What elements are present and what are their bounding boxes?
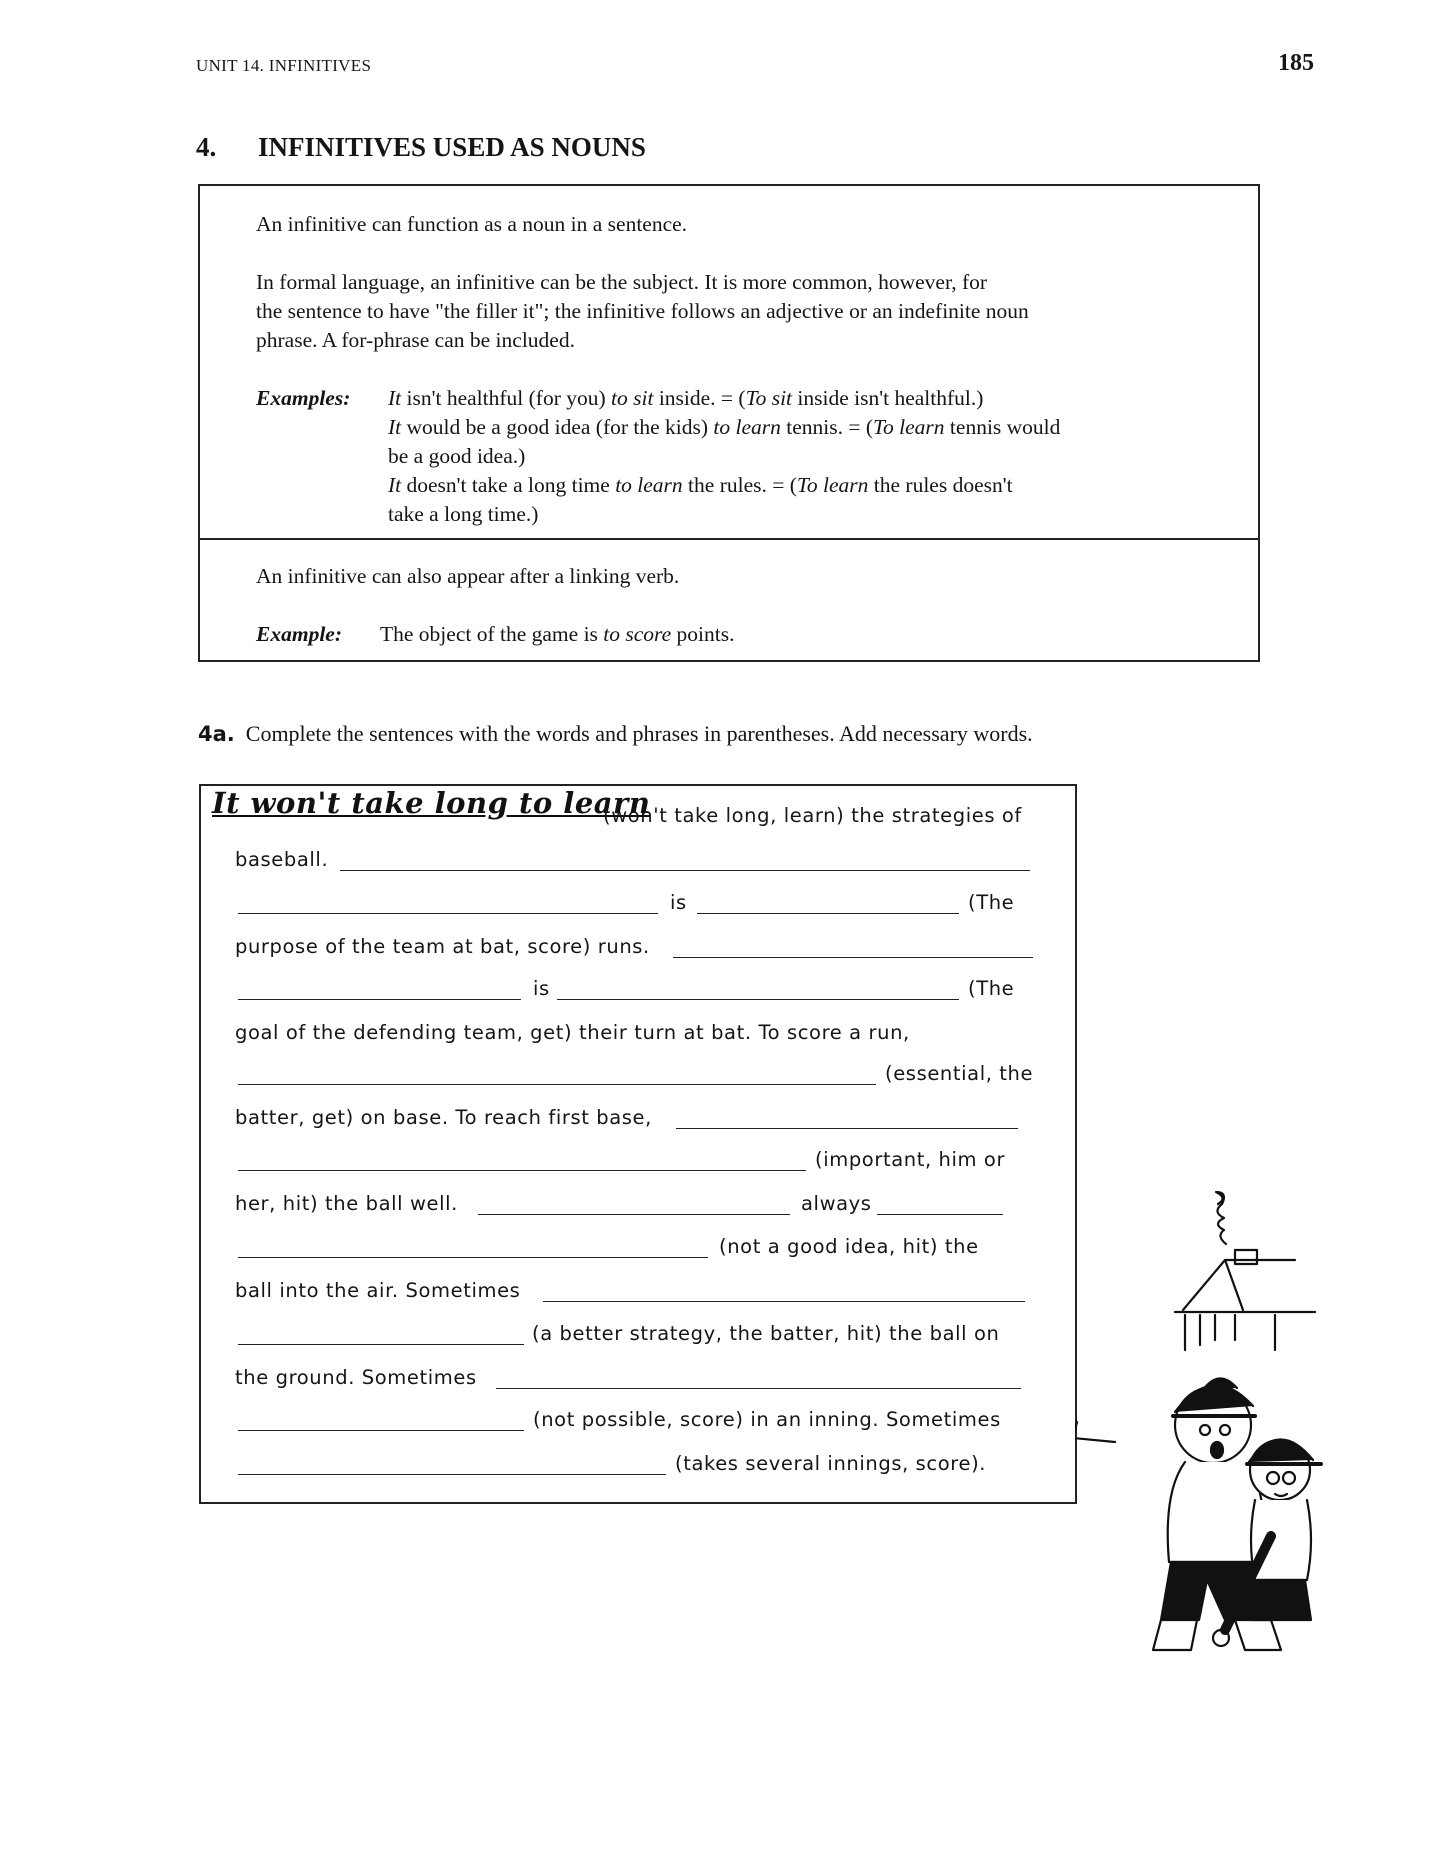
exercise-instruction [198,721,1033,747]
rule-paragraph-line: In formal language, an infinitive can be the subject. It is more common, however, for [256,270,988,294]
answer-blank[interactable] [238,1474,666,1475]
exercise-number: 4a. [198,722,235,746]
exercise-text: ball into the air. Sometimes [235,1279,521,1302]
exercise-text: (not possible, score) in an inning. Sometimes [533,1408,1001,1431]
exercise-text: her, hit) the ball well. [235,1192,458,1215]
speech-bubble-tail [1075,1422,1115,1442]
running-head: UNIT 14. INFINITIVES [196,56,372,75]
exercise-text: (important, him or [815,1148,1006,1171]
exercise-text: (a better strategy, the batter, hit) the ball on [532,1322,1000,1345]
section-title [196,132,646,163]
rule-intro: An infinitive can function as a noun in a sentence. [256,212,688,236]
exercise-box [199,784,1077,1504]
rule-box-infinitive-as-noun [198,184,1260,540]
exercise-text: purpose of the team at bat, score) runs. [235,935,650,958]
answer-blank[interactable] [877,1214,1003,1215]
exercise-text: always [801,1192,872,1215]
exercise-text: goal of the defending team, get) their turn at bat. To score a run, [235,1021,910,1044]
exercise-text: baseball. [235,848,329,871]
answer-blank[interactable] [543,1301,1025,1302]
baseball-coach-cartoon [1075,1180,1335,1740]
example-line: It doesn't take a long time to learn the rules. = (To learn the rules doesn't [388,473,1013,497]
rule-intro: An infinitive can also appear after a linking verb. [256,564,680,588]
example-line: The object of the game is to score points. [380,622,735,646]
answer-blank[interactable] [238,1084,876,1085]
answer-blank[interactable] [557,999,959,1000]
examples-label: Examples: [256,386,351,410]
example-line: take a long time.) [388,502,539,526]
example-line: It isn't healthful (for you) to sit inside. = (To sit inside isn't healthful.) [388,386,984,410]
section-number: 4. [196,132,217,162]
answer-blank[interactable] [697,913,959,914]
answer-blank[interactable] [238,1170,806,1171]
example-line: be a good idea.) [388,444,526,468]
exercise-text: (won't take long, learn) the strategies of [603,804,1022,827]
answer-blank[interactable] [238,1257,708,1258]
exercise-text: (not a good idea, hit) the [719,1235,979,1258]
exercise-text: (takes several innings, score). [675,1452,987,1475]
rule-paragraph-line: phrase. A for-phrase can be included. [256,328,575,352]
exercise-text: (essential, the [885,1062,1034,1085]
example-line: It would be a good idea (for the kids) to learn tennis. = (To learn tennis would [388,415,1061,439]
rule-box-linking-verb [198,538,1260,662]
answer-blank[interactable] [676,1128,1018,1129]
answer-blank[interactable] [496,1388,1021,1389]
handwritten-answer: It won't take long to learn [212,786,651,820]
answer-blank[interactable] [238,1430,524,1431]
exercise-text: is [533,977,550,1000]
answer-blank[interactable] [478,1214,790,1215]
answer-blank[interactable] [673,957,1033,958]
answer-blank[interactable] [238,1344,524,1345]
answer-blank[interactable] [238,913,658,914]
exercise-text: (The [968,977,1015,1000]
exercise-text: batter, get) on base. To reach first base, [235,1106,652,1129]
exercise-text: the ground. Sometimes [235,1366,477,1389]
exercise-text: (The [968,891,1015,914]
exercise-instruction-text: Complete the sentences with the words and phrases in parentheses. Add necessary words. [245,721,1033,746]
example-label: Example: [256,622,342,646]
section-title-text: INFINITIVES USED AS NOUNS [258,132,646,162]
answer-blank[interactable] [340,870,1030,871]
page-number: 185 [1278,50,1314,76]
answer-blank[interactable] [238,999,521,1000]
exercise-text: is [670,891,687,914]
rule-paragraph-line: the sentence to have "the filler it"; the infinitive follows an adjective or an indefinite noun [256,299,1029,323]
